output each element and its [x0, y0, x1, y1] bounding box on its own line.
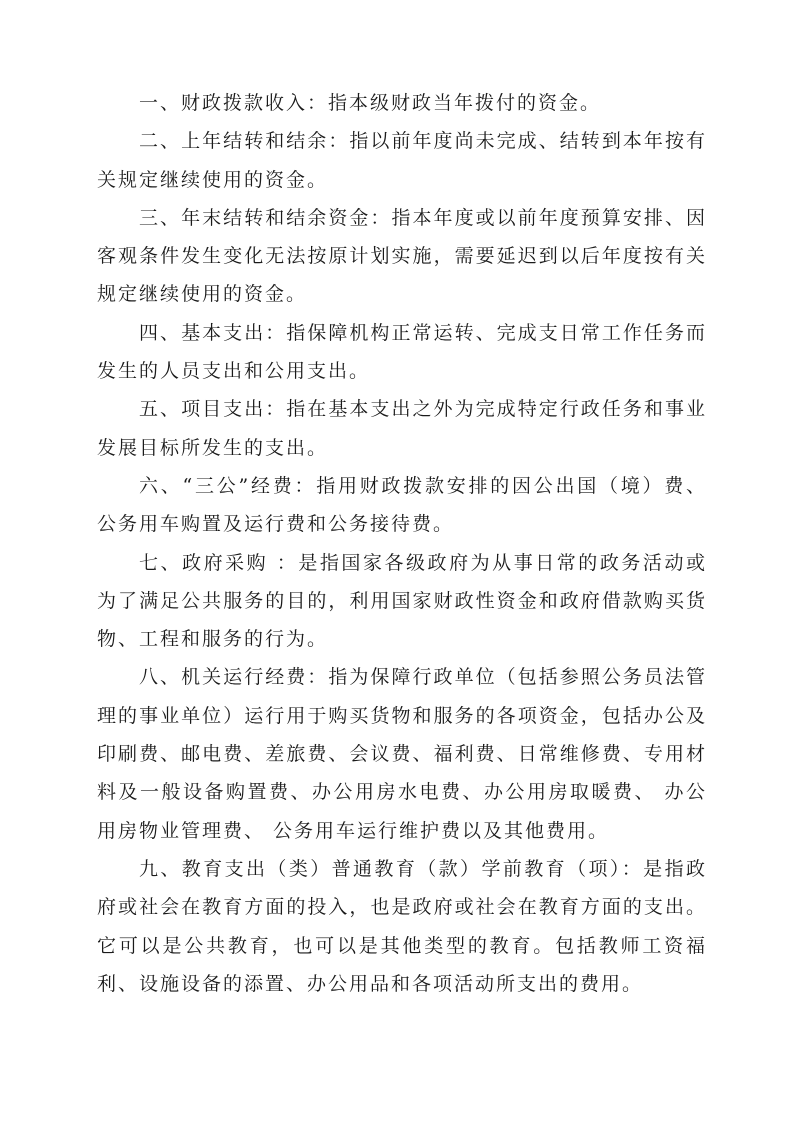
- paragraph-education-expenditure: 九、教育支出（类）普通教育（款）学前教育（项）：是指政府或社会在教育方面的投入，也是政府或社会在教育方面的支出。它可以是公共教育，也可以是其他类型的教育。包括教师工资福利、设施设备的添置、办公用品和各项活动所支出的费用。: [97, 857, 707, 995]
- paragraph-fiscal-appropriation-income: 一、财政拨款收入：指本级财政当年拨付的资金。: [139, 92, 602, 114]
- paragraph-government-procurement: 七、政府采购 ：是指国家各级政府为从事日常的政务活动或为了满足公共服务的目的，利用国家财政性资金和政府借款购买货物、工程和服务的行为。: [97, 551, 707, 651]
- paragraph-year-end-carryover: 三、年末结转和结余资金：指本年度或以前年度预算安排、因客观条件发生变化无法按原计划实施，需要延迟到以后年度按有关规定继续使用的资金。: [97, 206, 707, 306]
- paragraph-project-expenditure: 五、项目支出：指在基本支出之外为完成特定行政任务和事业发展目标所发生的支出。: [97, 398, 707, 459]
- document-body: [97, 84, 707, 1003]
- paragraph-basic-expenditure: 四、基本支出：指保障机构正常运转、完成支日常工作任务而发生的人员支出和公用支出。: [97, 321, 707, 383]
- paragraph-agency-operating-expenses: 八、机关运行经费：指为保障行政单位（包括参照公务员法管理的事业单位）运行用于购买货物和服务的各项资金，包括办公及印刷费、邮电费、差旅费、会议费、福利费、日常维修费、专用材料及一般设备购置费、办公用房水电费、办公用房取暖费、 办公用房物业管理费、 公务用车运行维护费以及其他费用。: [97, 666, 707, 842]
- paragraph-three-public-expenses: 六、“三公”经费：指用财政拨款安排的因公出国（境）费、公务用车购置及运行费和公务接待费。: [97, 474, 707, 536]
- paragraph-prior-year-carryover: 二、上年结转和结余：指以前年度尚未完成、结转到本年按有关规定继续使用的资金。: [97, 130, 707, 191]
